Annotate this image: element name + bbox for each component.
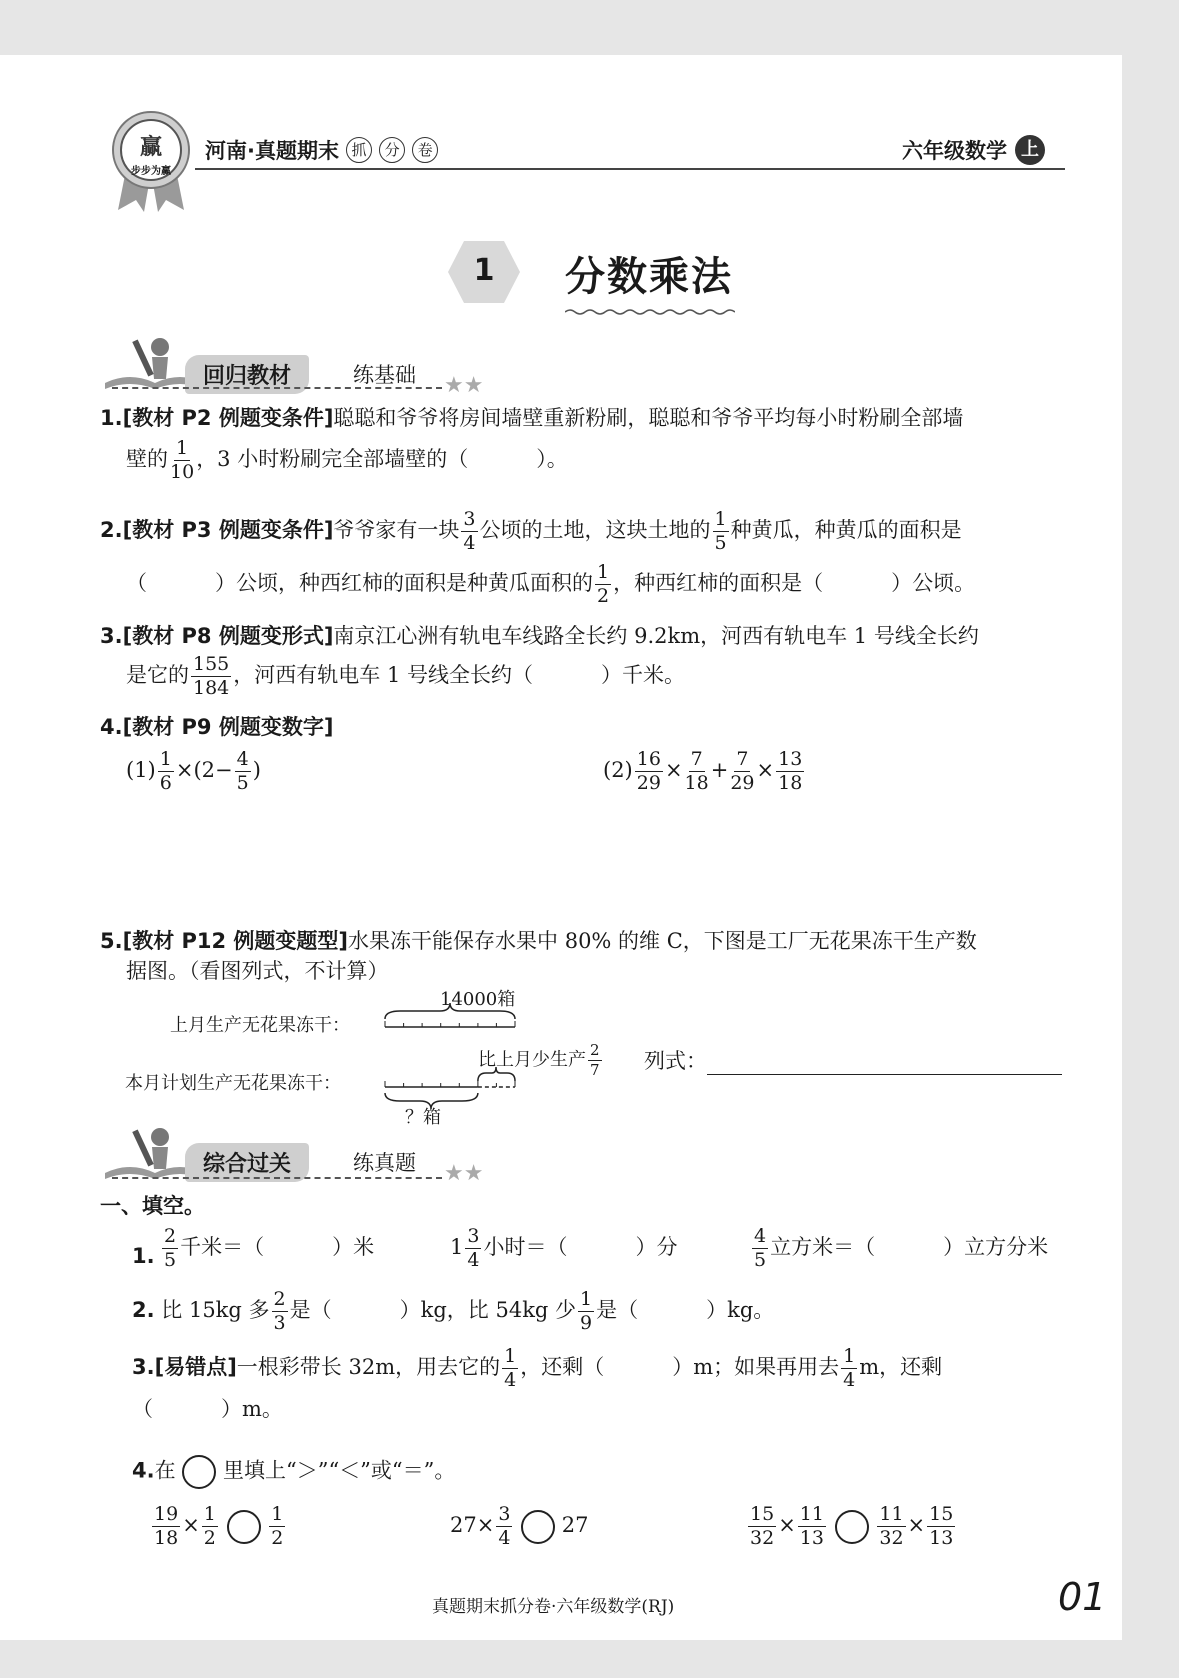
q3-text-c: ，河西有轨电车 1 号线全长约（ <box>233 663 533 687</box>
footer-text: 真题期末抓分卷·六年级数学(RJ) <box>432 1597 675 1617</box>
q2-tag: [教材 P3 例题变条件] <box>122 518 334 542</box>
q2-text-b: 公顷的土地，这块土地的 <box>479 518 711 542</box>
series-char-1: 抓 <box>346 137 372 163</box>
fill-3: 3.[易错点]一根彩带长 32m，用去它的 $\frac{1}{4}$ ，还剩（ ）m；如果再用去 $\frac{1}{4}$ m，还剩 （ ）m。 <box>132 1345 943 1421</box>
f3-tag: [易错点] <box>154 1355 237 1379</box>
fill-4-expressions <box>150 1505 1090 1565</box>
q1-text-b: 壁的 <box>126 447 168 471</box>
series-char-3: 卷 <box>412 137 438 163</box>
f4-number: 4. <box>132 1458 155 1483</box>
section2-header <box>100 1125 520 1185</box>
series-char-2: 分 <box>379 137 405 163</box>
svg-text:赢: 赢 <box>139 134 163 160</box>
question-4 <box>100 712 1080 810</box>
f1-number: 1. <box>132 1244 155 1268</box>
f2-number: 2. <box>132 1298 155 1322</box>
formula-answer-line[interactable] <box>707 1058 1062 1075</box>
fill-1 <box>132 1227 1092 1287</box>
q1-text-c: ，3 小时粉刷完全部墙壁的（ <box>196 447 469 471</box>
q2-text-d: （ <box>126 571 147 595</box>
compare-circle-sample <box>182 1455 216 1489</box>
diagram-less-label: 比上月少生产 $\frac{2}{7}$ <box>478 1041 600 1079</box>
chapter-underline <box>565 301 735 320</box>
section2-subtitle: 练真题 <box>353 1151 416 1175</box>
section2-dashline <box>112 1177 442 1179</box>
q2-text-a: 爷爷家有一块 <box>333 518 460 542</box>
star-icon: ★★ <box>444 1161 484 1186</box>
formula-row <box>644 1045 1062 1075</box>
section1-title: 回归教材 <box>185 355 309 394</box>
section1-header <box>100 335 520 398</box>
f1-item-b: 1 $\frac{3}{4}$ 小时＝（ ）分 <box>450 1225 678 1271</box>
question-5 <box>100 926 1080 986</box>
q3-text-b: 是它的 <box>126 663 189 687</box>
formula-label: 列式： <box>644 1049 707 1073</box>
worksheet-page <box>0 55 1122 1640</box>
q2-text-c: 种黄瓜，种黄瓜的面积是 <box>730 518 962 542</box>
compare-expr-2: 27× $\frac{3}{4}$ 27 <box>450 1503 589 1549</box>
q1-text-a: 聪聪和爷爷将房间墙壁重新粉刷，聪聪和爷爷平均每小时粉刷全部墙 <box>333 406 964 430</box>
fill-2: 2. 比 15kg 多 $\frac{2}{3}$ 是（ ）kg，比 54kg 少 $\frac{1}{9}$ 是（ ）kg。 <box>132 1288 775 1334</box>
q5-text-b: 据图。（看图列式，不计算） <box>126 959 389 983</box>
f3-number: 3. <box>132 1355 155 1379</box>
q4-tag: [教材 P9 例题变数字] <box>122 715 334 739</box>
diagram-top-value: 14000箱 <box>440 989 516 1010</box>
logo-badge <box>108 110 194 214</box>
q5-number: 5. <box>100 929 123 953</box>
section1-subtitle: 练基础 <box>353 363 416 387</box>
header-series <box>205 135 439 165</box>
volume-badge: 上 <box>1015 135 1045 165</box>
q2-fraction-3: $\frac{1}{2}$ <box>597 561 610 607</box>
q2-text-g: ）公顷。 <box>891 571 976 595</box>
q2-number: 2. <box>100 518 123 542</box>
q5-text-a: 水果冻干能保存水果中 80% 的维 C，下图是工厂无花果冻干生产数 <box>348 929 977 953</box>
q3-text-a: 南京江心洲有轨电车线路全长约 9.2km，河西有轨电车 1 号线全长约 <box>333 624 979 648</box>
page-number: 01 <box>1058 1575 1107 1619</box>
header-rule <box>195 168 1065 170</box>
q2-text-f: ，种西红柿的面积是（ <box>613 571 824 595</box>
q2-text-e: ）公顷，种西红柿的面积是种黄瓜面积的 <box>215 571 593 595</box>
chapter-number: 1 <box>473 253 495 288</box>
section1-dashline <box>112 387 442 389</box>
question-1 <box>100 403 1080 482</box>
chapter-title: 分数乘法 <box>565 254 733 300</box>
diagram-unknown: ？箱 <box>405 1107 441 1128</box>
q4-part-2: (2) $\frac{16}{29}$ × $\frac{7}{18}$ + $\frac{7}{29}$ × $\frac{13}{18}$ <box>603 748 803 794</box>
chapter-number-badge <box>448 241 520 303</box>
q3-fraction: $\frac{155}{184}$ <box>193 653 230 699</box>
q2-fraction-2: $\frac{1}{5}$ <box>714 508 727 554</box>
diagram-segments <box>120 985 720 1125</box>
q4-number: 4. <box>100 715 123 739</box>
q3-number: 3. <box>100 624 123 648</box>
compare-expr-3: $\frac{15}{32}$ × $\frac{11}{13}$ $\frac{11}{32}$ × $\frac{15}{13}$ <box>750 1503 954 1549</box>
question-2 <box>100 510 1080 606</box>
series-prefix: 河南·真题期末 <box>205 139 339 163</box>
q3-text-d: ）千米。 <box>600 663 685 687</box>
question-3 <box>100 621 1080 698</box>
part1-title: 一、填空。 <box>100 1194 205 1218</box>
diagram-row2-label: 本月计划生产无花果冻干： <box>125 1073 341 1094</box>
compare-circle[interactable] <box>521 1510 555 1544</box>
q2-fraction-1: $\frac{3}{4}$ <box>463 508 476 554</box>
q1-number: 1. <box>100 406 123 430</box>
q3-tag: [教材 P8 例题变形式] <box>122 624 334 648</box>
f1-item-a: $\frac{2}{5}$ 千米＝（ ）米 <box>164 1225 375 1271</box>
section2-title: 综合过关 <box>185 1143 309 1182</box>
q1-text-d: ）。 <box>536 447 568 471</box>
compare-circle[interactable] <box>227 1510 261 1544</box>
line-segment-diagram <box>120 985 1080 1128</box>
logo-text: 步步为赢 <box>131 166 171 177</box>
q5-tag: [教材 P12 例题变题型] <box>122 929 349 953</box>
compare-circle[interactable] <box>835 1510 869 1544</box>
star-icon: ★★ <box>444 373 484 398</box>
header-grade <box>902 135 1045 165</box>
fill-4: 4.在 里填上“＞”“＜”或“＝”。 <box>132 1455 1092 1489</box>
f1-item-c: $\frac{4}{5}$ 立方米＝（ ）立方分米 <box>754 1225 1049 1271</box>
diagram-row1-label: 上月生产无花果冻干： <box>170 1015 350 1036</box>
compare-expr-1: $\frac{19}{18}$ × $\frac{1}{2}$ $\frac{1}{2}$ <box>154 1503 284 1549</box>
q4-part-1: (1) $\frac{1}{6}$ ×(2− $\frac{4}{5}$ ) <box>126 748 261 794</box>
grade-label: 六年级数学 <box>902 139 1007 163</box>
q1-fraction: $\frac{1}{10}$ <box>170 437 195 483</box>
q1-tag: [教材 P2 例题变条件] <box>122 406 334 430</box>
